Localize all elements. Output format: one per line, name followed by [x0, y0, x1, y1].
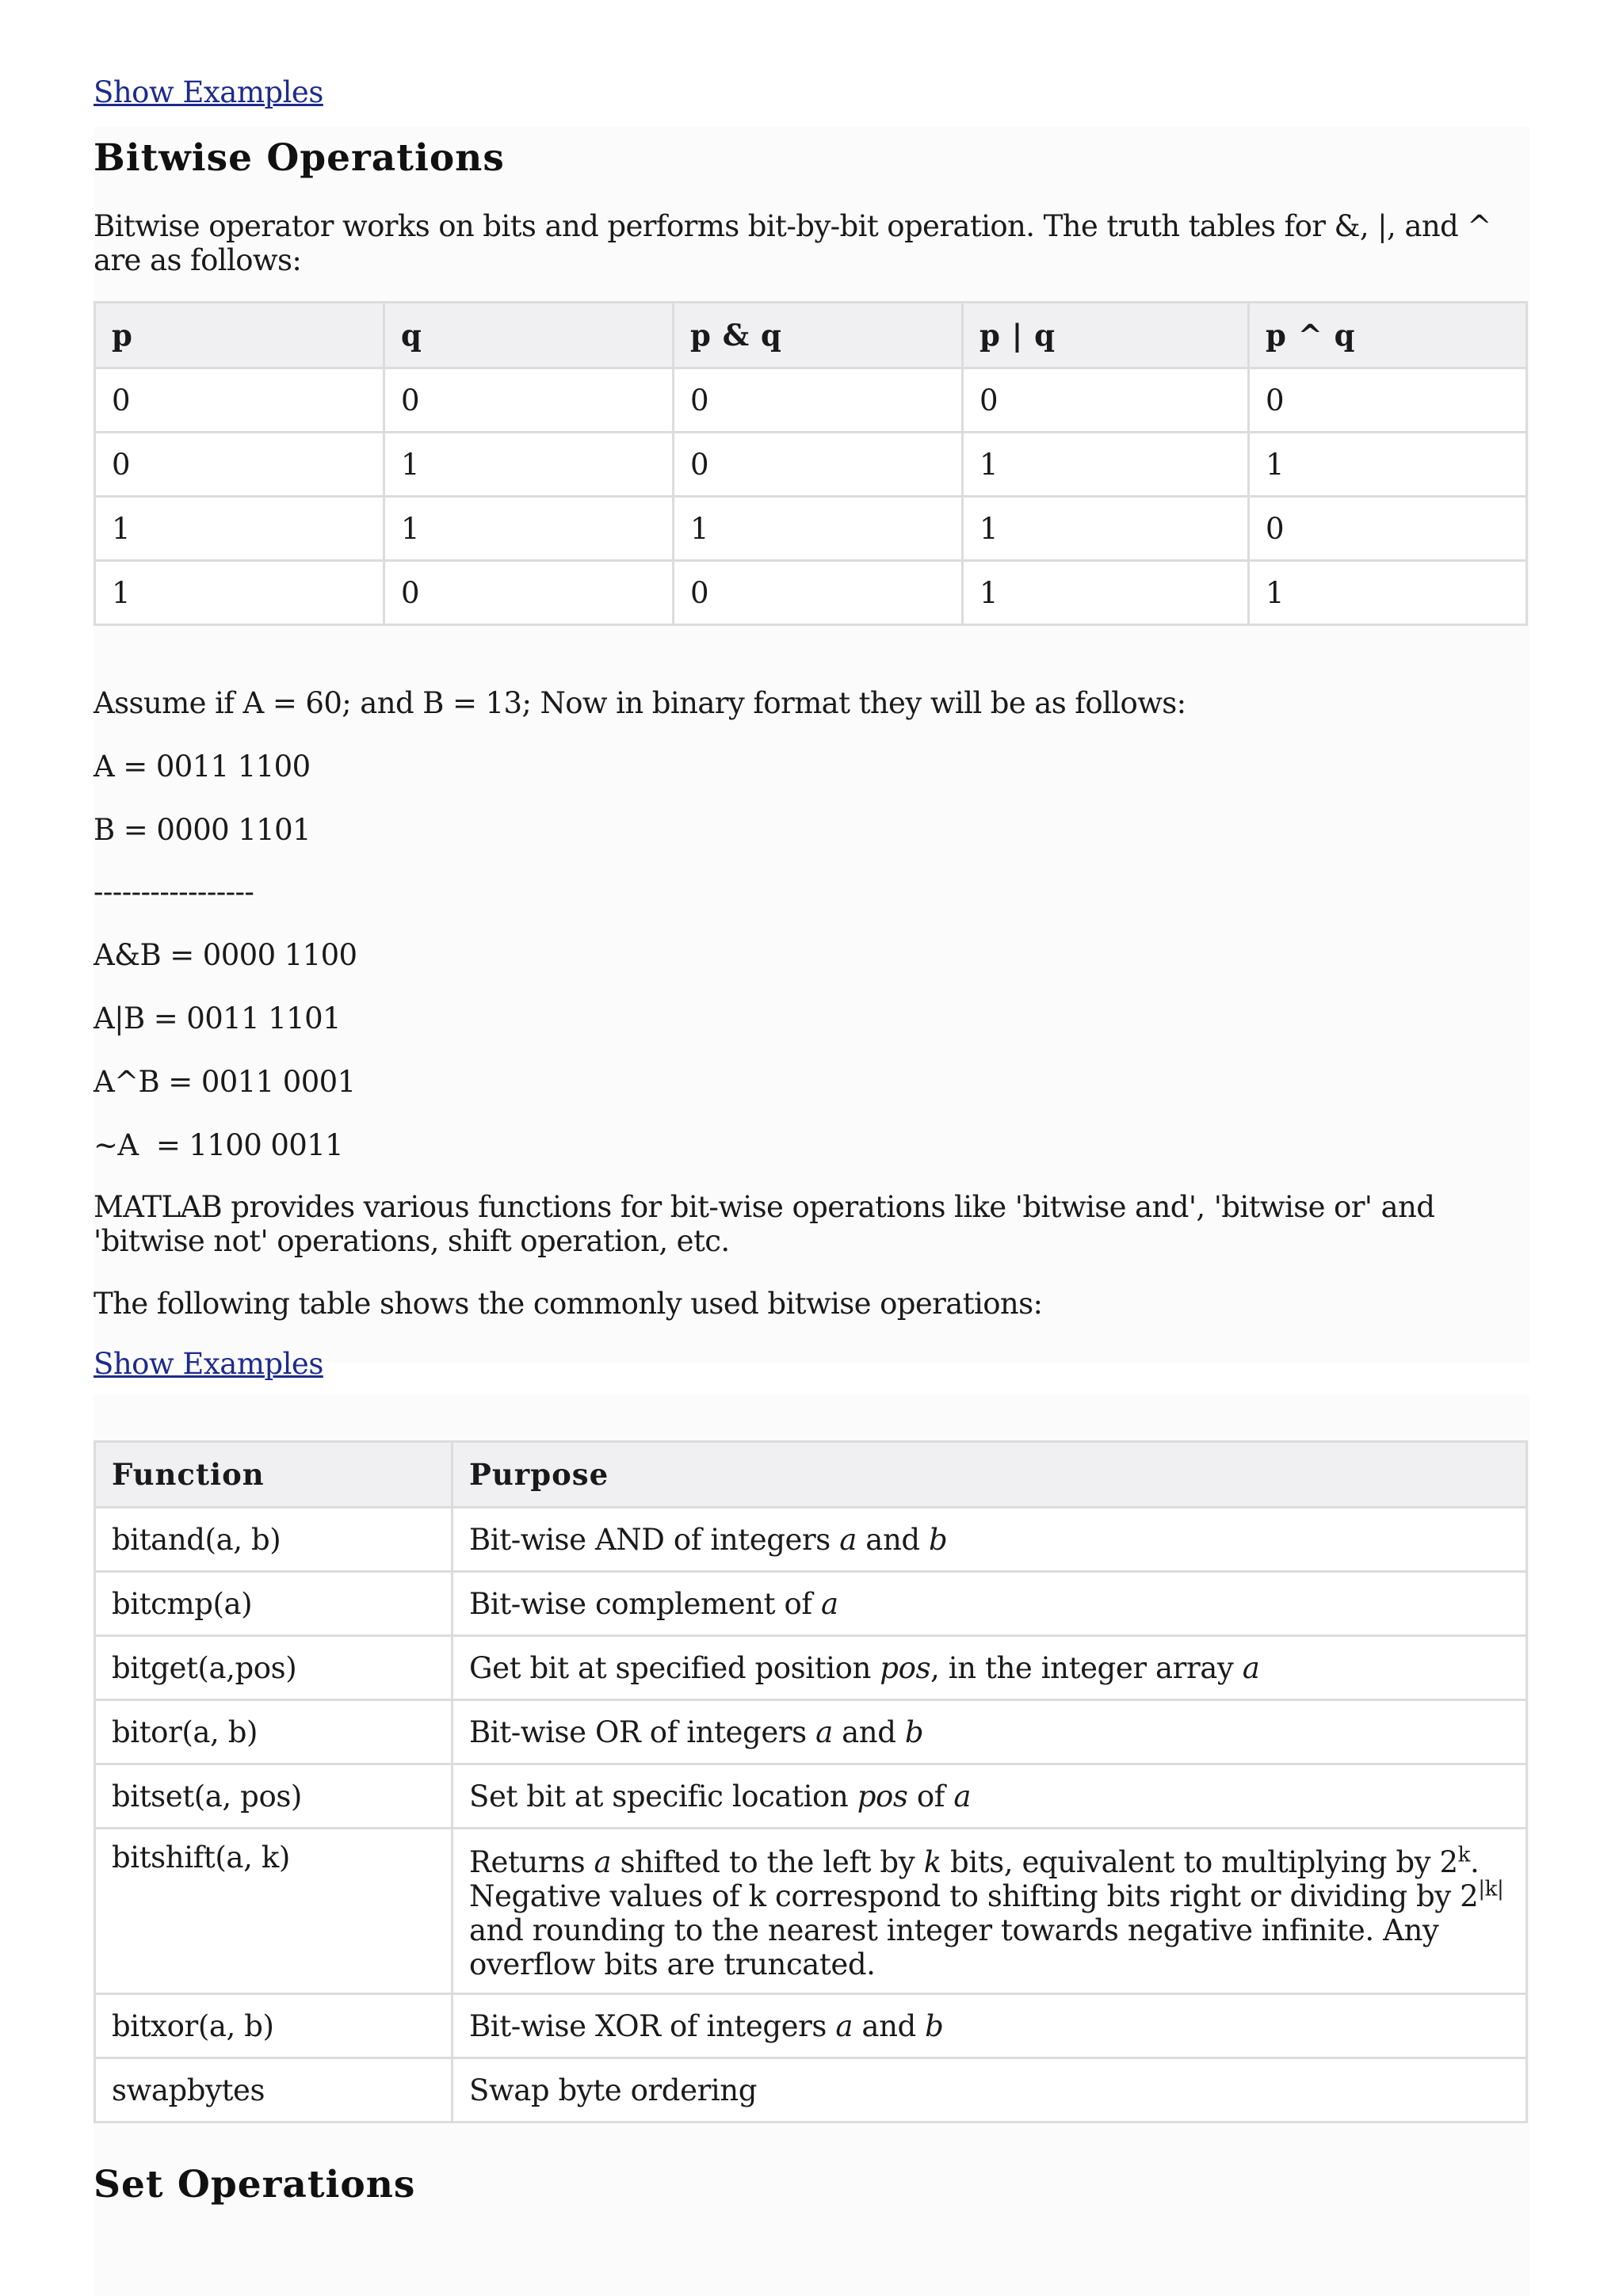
column-header: q [384, 303, 674, 368]
binary-or: A|B = 0011 1101 [94, 1001, 341, 1035]
table-row [95, 1764, 1527, 1829]
binary-b: B = 0000 1101 [94, 813, 311, 847]
table-row [95, 497, 1527, 561]
table-cell: 1 [1249, 433, 1527, 497]
following-text: The following table shows the commonly used bitwise operations: [94, 1287, 1043, 1321]
show-examples-link[interactable]: Show Examples [94, 75, 323, 109]
table-row [95, 2058, 1527, 2122]
table-cell: 1 [963, 561, 1249, 625]
table-cell: 1 [674, 497, 963, 561]
binary-not: ~A = 1100 0011 [94, 1128, 344, 1162]
function-name: bitxor(a, b) [95, 1994, 453, 2058]
function-purpose: Set bit at specific location pos of a [453, 1764, 1527, 1829]
function-name: bitand(a, b) [95, 1508, 453, 1572]
table-cell: 1 [963, 497, 1249, 561]
function-name: swapbytes [95, 2058, 453, 2122]
table-cell: 1 [95, 561, 384, 625]
table-row [95, 1508, 1527, 1572]
table-row [95, 433, 1527, 497]
table-cell: 1 [95, 497, 384, 561]
table-row [95, 368, 1527, 433]
binary-a: A = 0011 1100 [94, 749, 311, 784]
table-cell: 1 [384, 433, 674, 497]
separator-line: ----------------- [94, 875, 254, 909]
column-header: p ^ q [1249, 303, 1527, 368]
table-cell: 0 [384, 368, 674, 433]
table-cell: 0 [674, 433, 963, 497]
section-title-set-operations: Set Operations [94, 2163, 416, 2206]
table-cell: 0 [95, 433, 384, 497]
assume-text: Assume if A = 60; and B = 13; Now in binary format they will be as follows: [94, 686, 1186, 720]
function-purpose: Bit-wise OR of integers a and b [453, 1700, 1527, 1764]
column-header: p & q [674, 303, 963, 368]
function-name: bitget(a,pos) [95, 1636, 453, 1700]
table-row [95, 1829, 1527, 1994]
function-purpose: Bit-wise complement of a [453, 1572, 1527, 1636]
column-header: Purpose [453, 1442, 1527, 1508]
binary-xor: A^B = 0011 0001 [94, 1065, 356, 1099]
section-title-bitwise: Bitwise Operations [94, 136, 505, 180]
function-purpose: Bit-wise AND of integers a and b [453, 1508, 1527, 1572]
function-name: bitshift(a, k) [95, 1829, 453, 1994]
function-purpose: Swap byte ordering [453, 2058, 1527, 2122]
table-cell: 1 [384, 497, 674, 561]
table-row [95, 1700, 1527, 1764]
column-header: p [95, 303, 384, 368]
table-row [95, 1994, 1527, 2058]
table-cell: 0 [384, 561, 674, 625]
function-name: bitset(a, pos) [95, 1764, 453, 1829]
truth-table [94, 301, 1528, 626]
table-cell: 0 [1249, 497, 1527, 561]
table-cell: 0 [674, 368, 963, 433]
function-purpose: Returns a shifted to the left by k bits, equivalent to multiplying by 2$^k$. Negative values of k correspond to shifting bits right or dividing by $2^{|k|}$ and rounding to the nearest integer towards negative infinite. Any overflow bits are truncated. [453, 1829, 1527, 1994]
table-row [95, 1572, 1527, 1636]
function-name: bitor(a, b) [95, 1700, 453, 1764]
table-row [95, 1636, 1527, 1700]
truth-table-header-row [95, 303, 1527, 368]
column-header: p | q [963, 303, 1249, 368]
table-cell: 0 [1249, 368, 1527, 433]
function-table-header-row [95, 1442, 1527, 1508]
matlab-paragraph: MATLAB provides various functions for bit-wise operations like 'bitwise and', 'bitwise or' and 'bitwise not' operations, shift operation, etc. [94, 1190, 1444, 1258]
table-cell: 0 [674, 561, 963, 625]
bitwise-intro: Bitwise operator works on bits and performs bit-by-bit operation. The truth tables for &, |, and ^ are as follows: [94, 209, 1500, 277]
function-purpose: Bit-wise XOR of integers a and b [453, 1994, 1527, 2058]
table-row [95, 561, 1527, 625]
show-examples-link[interactable]: Show Examples [94, 1347, 323, 1381]
binary-and: A&B = 0000 1100 [94, 938, 357, 972]
table-cell: 0 [95, 368, 384, 433]
column-header: Function [95, 1442, 453, 1508]
table-cell: 1 [963, 433, 1249, 497]
table-cell: 1 [1249, 561, 1527, 625]
function-purpose: Get bit at specified position pos, in the integer array a [453, 1636, 1527, 1700]
table-cell: 0 [963, 368, 1249, 433]
function-table [94, 1440, 1528, 2123]
function-name: bitcmp(a) [95, 1572, 453, 1636]
